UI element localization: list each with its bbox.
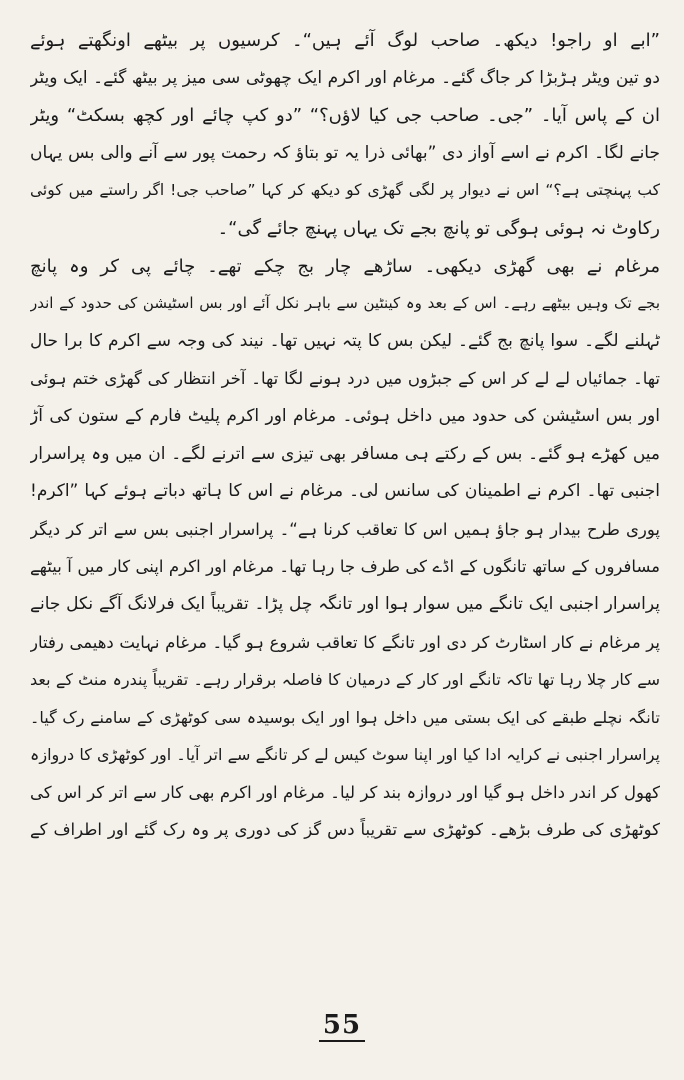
text-line: کھول کر اندر داخل ہو گیا اور دروازہ بند کر لیا۔ مرغام اور اکرم بھی کار سے اتر کر اس کی — [30, 782, 660, 802]
text-line: میں کھڑے ہو گئے۔ بس کے رکتے ہی مسافر بھی تیزی سے اترنے لگے۔ ان میں وہ پراسرار — [30, 443, 660, 464]
page-number-label: 55 — [319, 1010, 365, 1042]
text-line: کب پہنچتی ہے؟“ اس نے دیوار پر لگی گھڑی کو دیکھ کر کہا ”صاحب جی! اگر راستے میں کوئی — [30, 181, 660, 200]
text-line: کوٹھڑی کی طرف بڑھے۔ کوٹھڑی سے تقریباً دس گز کی دوری پر وہ رک گئے اور اطراف کے — [30, 820, 660, 840]
text-line: ”ابے او راجو! دیکھ۔ صاحب لوگ آئے ہیں“۔ کرسیوں پر بیٹھے اونگھتے ہوئے — [30, 30, 660, 51]
text-line: سے کار چلا رہا تھا تاکہ تانگے اور کار کے درمیان کا فاصلہ برقرار رہے۔ تقریباً پندرہ منٹ کے بعد — [30, 670, 660, 690]
text-line: مرغام نے بھی گھڑی دیکھی۔ ساڑھے چار بج چکے تھے۔ چائے پی کر وہ پانچ — [30, 255, 660, 277]
page-number — [0, 1010, 684, 1040]
text-line: پراسرار اجنبی ایک تانگے میں سوار ہوا اور تانگہ چل پڑا۔ تقریباً ایک فرلانگ آگے نکل جانے — [30, 593, 660, 614]
text-line: اجنبی تھا۔ اکرم نے اطمینان کی سانس لی۔ مرغام نے اس کا ہاتھ دباتے ہوئے کہا ”اکرم! — [30, 481, 660, 502]
text-line: پوری طرح بیدار ہو جاؤ ہمیں اس کا تعاقب کرنا ہے“۔ پراسرار اجنبی بس سے اتر کر دیگر — [30, 519, 660, 539]
text-line: ان کے پاس آیا۔ ”جی۔ صاحب جی کیا لاؤں؟“ ”دو کپ چائے اور کچھ بسکٹ“ ویٹر — [30, 105, 660, 127]
text-line: تانگہ نچلے طبقے کی ایک بستی میں داخل ہوا اور ایک بوسیدہ سی کوٹھڑی کے سامنے رک گیا۔ — [30, 707, 660, 727]
text-line: ٹہلنے لگے۔ سوا پانچ بج گئے۔ لیکن بس کا پتہ نہیں تھا۔ نیند کی وجہ سے اکرم کا برا حال — [30, 330, 660, 351]
text-line: اور بس اسٹیشن کی حدود میں داخل ہوئی۔ مرغام اور اکرم پلیٹ فارم کے ستون کی آڑ — [30, 405, 660, 426]
text-line: دو تین ویٹر ہڑبڑا کر جاگ گئے۔ مرغام اور اکرم ایک چھوٹی سی میز پر بیٹھ گئے۔ ایک ویٹر — [30, 67, 660, 88]
text-line: پر مرغام نے کار اسٹارٹ کر دی اور تانگے کا تعاقب شروع ہو گیا۔ مرغام نہایت دھیمی رفتار — [30, 632, 660, 652]
text-line: تھا۔ جمائیاں لے لے کر اس کے جبڑوں میں درد ہونے لگا تھا۔ آخر انتظار کی گھڑی ختم ہوئی — [30, 369, 660, 389]
text-line: مسافروں کے ساتھ تانگوں کے اڈے کی طرف جا رہا تھا۔ مرغام اور اکرم اپنی کار میں آ بیٹھے — [30, 557, 660, 577]
text-line: جانے لگا۔ اکرم نے اسے آواز دی ”بھائی ذرا یہ تو بتاؤ کہ رحمت پور سے آنے والی بس یہاں — [30, 142, 660, 163]
text-line: رکاوٹ نہ ہوئی ہوگی تو پانچ بجے تک یہاں پہنچ جائے گی“۔ — [217, 217, 660, 239]
text-line: پراسرار اجنبی نے کرایہ ادا کیا اور اپنا سوٹ کیس لے کر تانگے سے اتر آیا۔ اور کوٹھڑی کا دروازہ — [30, 745, 660, 765]
text-line: بجے تک وہیں بیٹھے رہے۔ اس کے بعد وہ کینٹین سے باہر نکل آئے اور بس اسٹیشن کی حدود کے اندر — [30, 294, 660, 313]
body-text — [30, 22, 660, 849]
